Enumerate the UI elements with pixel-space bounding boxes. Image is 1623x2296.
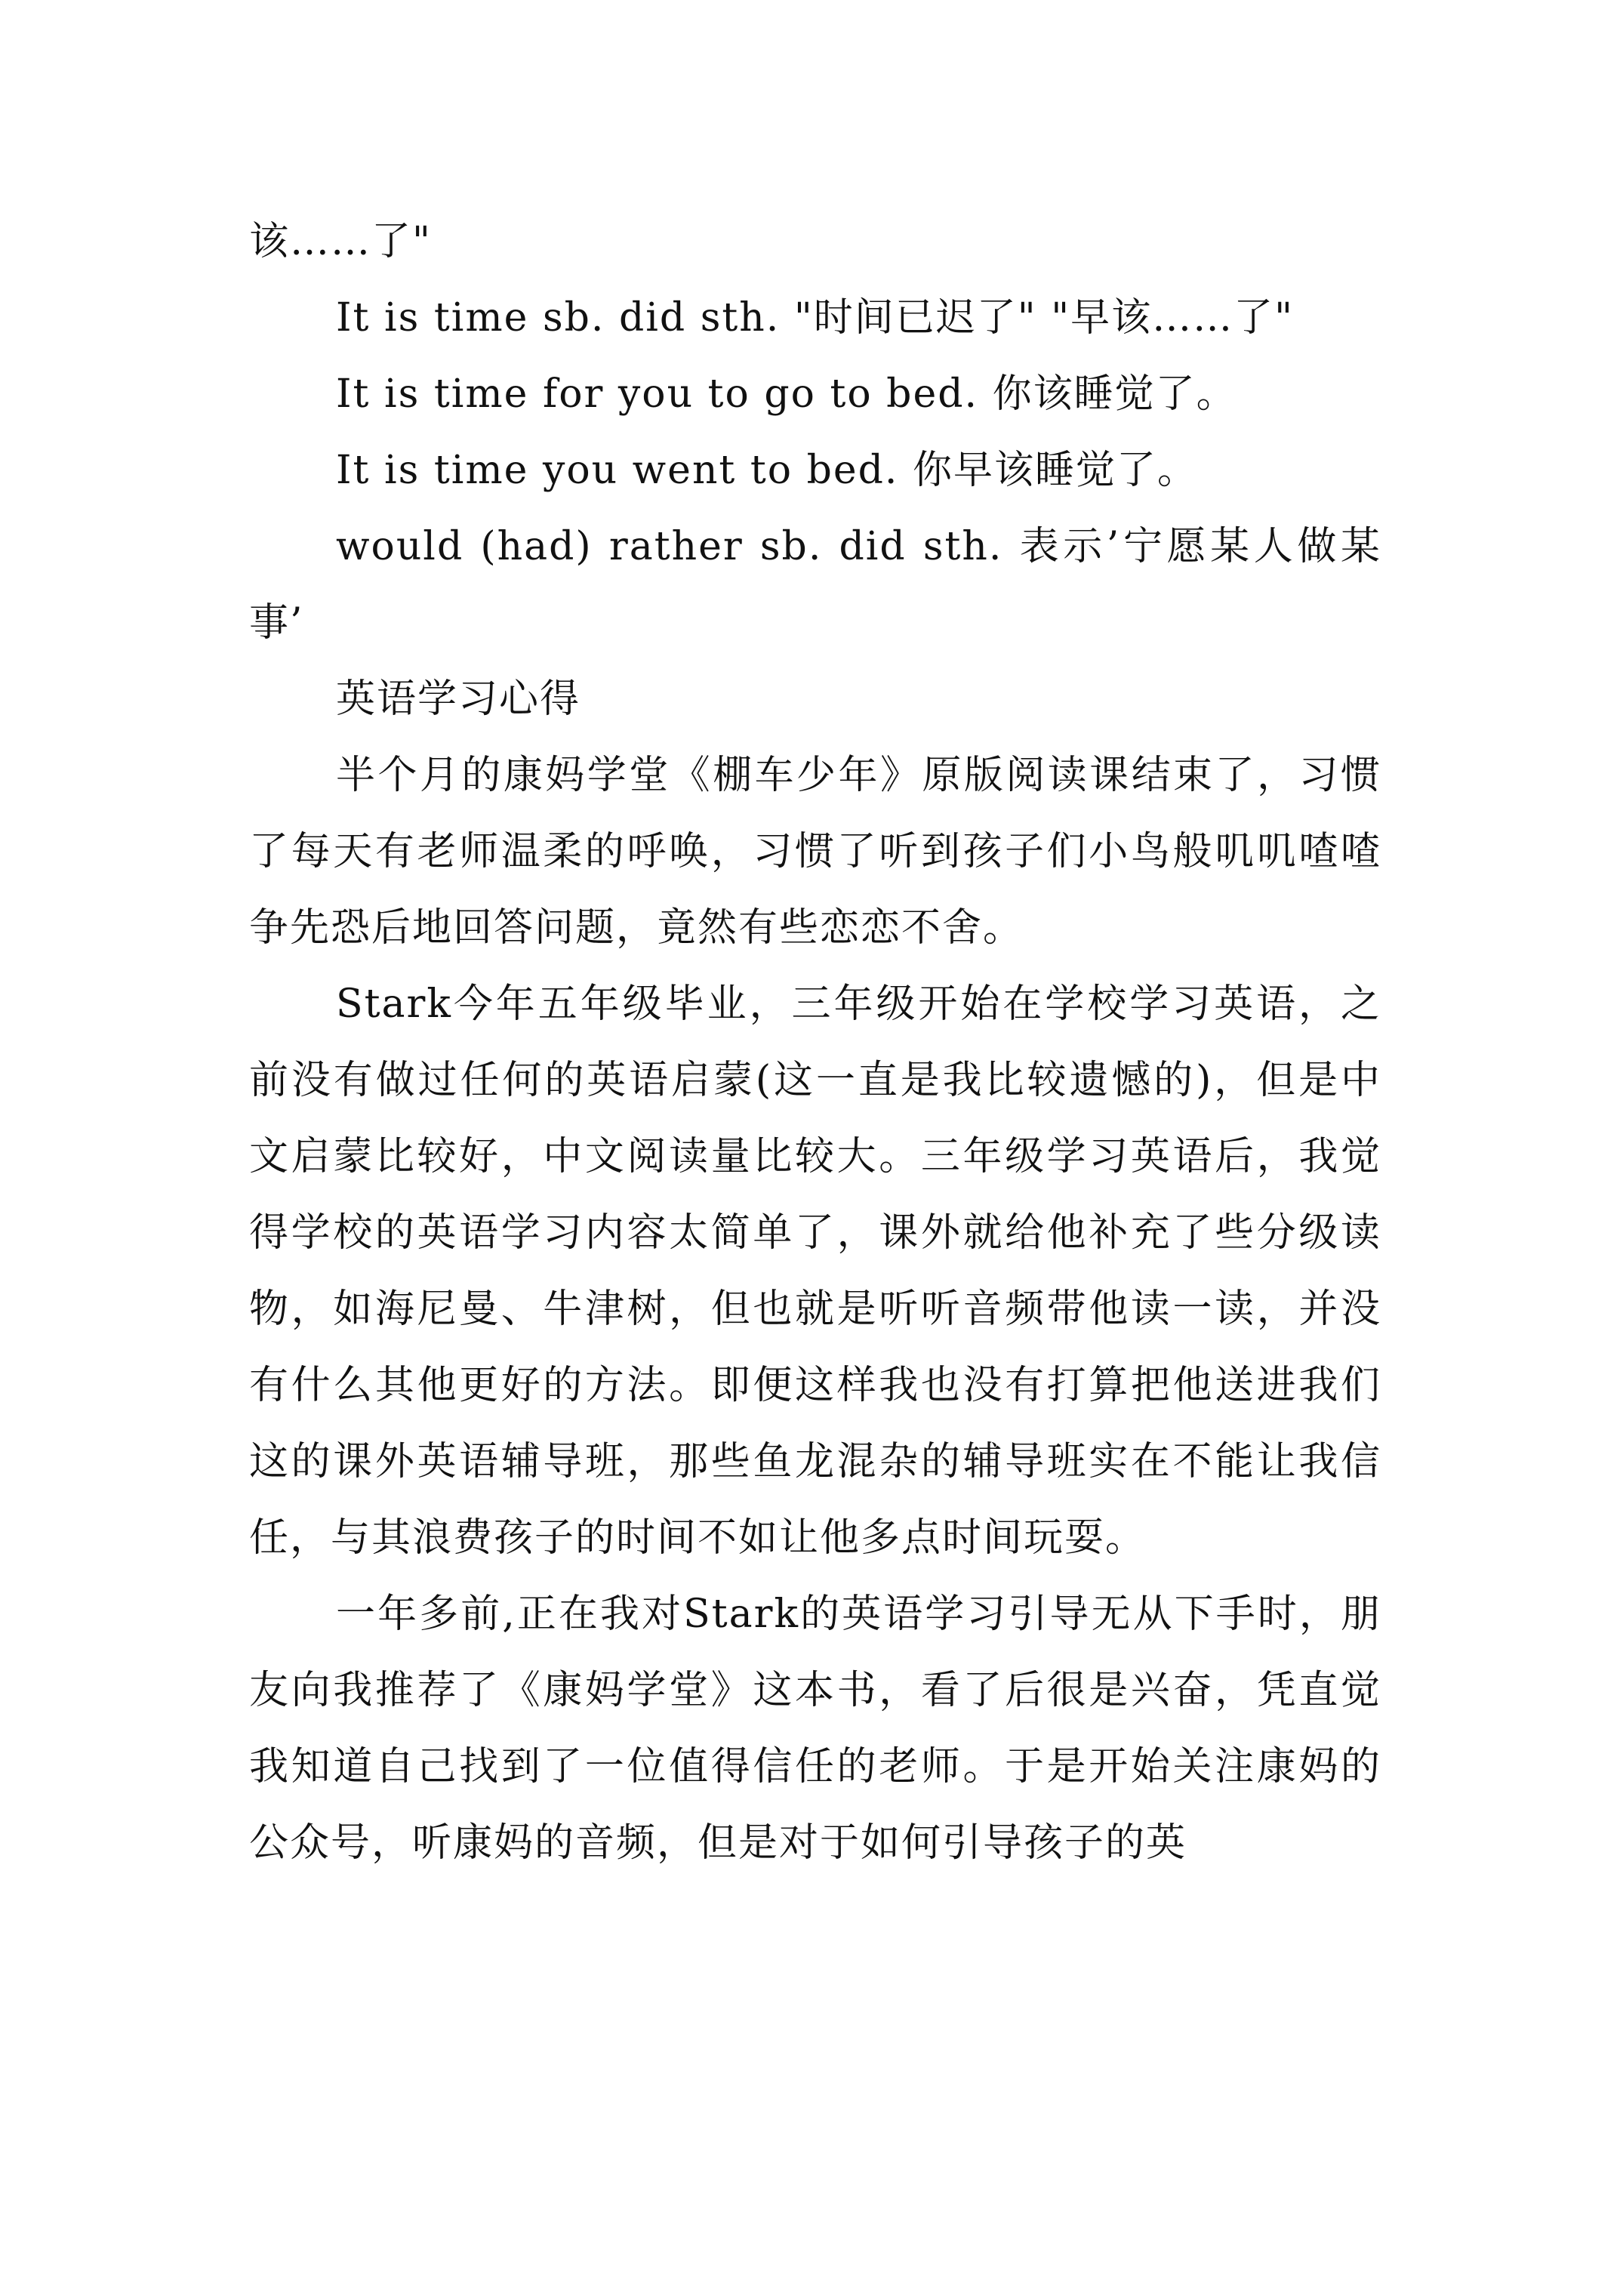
paragraph-book-recommendation: 一年多前,正在我对Stark的英语学习引导无从下手时，朋友向我推荐了《康妈学堂》这本书，看了后很是兴奋，凭直觉我知道自己找到了一位值得信任的老师。于是开始关注康妈的公众号，听康妈的音频，但是对于如何引导孩子的英	[249, 1592, 1381, 1866]
section-heading: 英语学习心得	[336, 676, 581, 722]
paragraph-example-it-is-time-did: It is time sb. did sth. "时间已迟了" "早该……了"	[336, 295, 1295, 341]
paragraph-example-went-to-bed: It is time you went to bed. 你早该睡觉了。	[336, 448, 1198, 493]
paragraph-reading-course: 半个月的康妈学堂《棚车少年》原版阅读课结束了，习惯了每天有老师温柔的呼唤，习惯了听到孩子们小鸟般叽叽喳喳争先恐后地回答问题，竟然有些恋恋不舍。	[249, 753, 1381, 951]
document-body	[249, 204, 1381, 1881]
paragraph-stark-background: Stark今年五年级毕业，三年级开始在学校学习英语，之前没有做过任何的英语启蒙(这一直是我比较遗憾的)，但是中文启蒙比较好，中文阅读量比较大。三年级学习英语后，我觉得学校的英语学习内容太简单了，课外就给他补充了些分级读物，如海尼曼、牛津树，但也就是听听音频带他读一读，并没有什么其他更好的方法。即便这样我也没有打算把他送进我们这的课外英语辅导班，那些鱼龙混杂的辅导班实在不能让我信任，与其浪费孩子的时间不如让他多点时间玩耍。	[249, 982, 1381, 1561]
paragraph-example-would-rather: would (had) rather sb. did sth. 表示’宁愿某人做某事’	[249, 524, 1381, 646]
paragraph-example-go-to-bed: It is time for you to go to bed. 你该睡觉了。	[336, 371, 1237, 417]
paragraph-continuation: 该……了"	[249, 219, 432, 264]
